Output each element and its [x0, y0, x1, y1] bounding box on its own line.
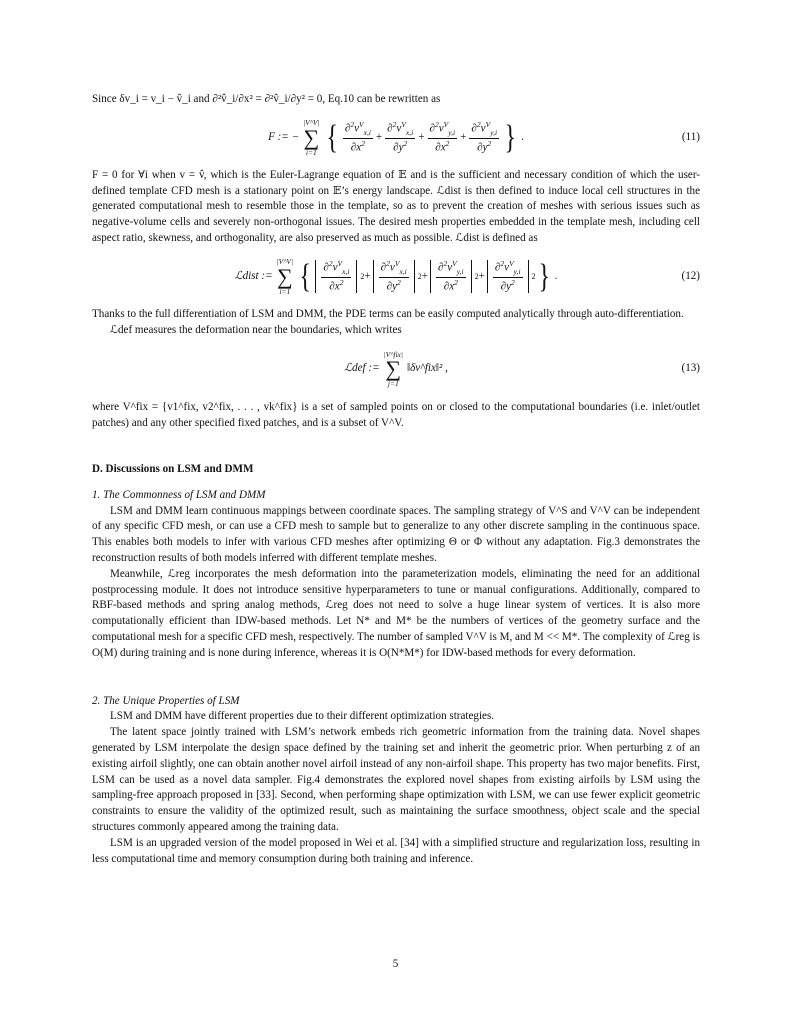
equation-13: ℒdef := |V^fix| ∑ j=1 ‖δv^fix‖² , (13)	[344, 349, 700, 389]
paragraph-after-eq13: where V^fix = {v1^fix, v2^fix, . . . , vk^fix} is a set of sampled points on or closed to the computational boundaries (i.e. inlet/outlet patches) and any other specified fixed patches, and is a subset of V^V.	[92, 401, 700, 430]
eq11-lhs: F := −	[268, 130, 300, 143]
subsection-heading-1: 1. The Commonness of LSM and DMM	[92, 488, 266, 501]
eq13-sum: |V^fix| ∑ j=1	[383, 349, 403, 389]
subsection1-paragraph-2: Meanwhile, ℒreg incorporates the mesh deformation into the parameterization models, eliminating the need for an additional postprocessing module. It does not introduce sensitive hyperparameters to tune or manual configurations. Additionally, compared to RBF-based methods and spring analog methods, ℒreg does not need to solve a huge linear system of vertices. It is also more computationally efficient than IDW-based methods. Let N* and M* be the numbers of vertices of the geometry surface and the computational mesh for a specific CFD mesh, respectively. The number of sampled V^V is M, and M << M*. The complexity of ℒreg is O(M) during training and is none during inference, whereas it is O(N*M*) for IDW-based methods for every deformation.	[92, 567, 700, 659]
subsection1-paragraph-1: LSM and DMM learn continuous mappings between coordinate spaces. The sampling strategy of V^S and V^V can be independent of any specific CFD mesh, or can use a CFD mesh to sample but to generalize to any other discrete sampling in the continuous space. This enables both models to infer with various CFD meshes after optimizing Θ or Φ without any adaptation. Fig.3 demonstrates the reconstruction results of both models inferred with different template meshes.	[92, 504, 700, 564]
equation-11: F := − |V^V| ∑ i=1 { $\frac{\partial^2v^V_{x,i}}{\partial x^2}$ + $\frac{\partial^2v^V_{x,i}}{\partial y^2}$ + $\frac{\partial^2v^V_{y,i}}{\partial x^2}$ + $\frac{\partial^2v^V_{y,i}}{\partial y^2}$ } . (11)	[268, 118, 700, 157]
eq13-body: ‖δv^fix‖²	[406, 362, 443, 375]
page-body	[92, 92, 700, 867]
paragraph-ldef: ℒdef measures the deformation near the boundaries, which writes	[110, 323, 402, 336]
equation-12: ℒdist := |V^V| ∑ i=1 { $\frac{\partial^2v^V_{x,i}}{\partial x^2}$ 2 + $\frac{\partial^2v^V_{x,i}}{\partial y^2}$ 2 + $\frac{\partial^2v^V_{y,i}}{\partial x^2}$ 2 + $\frac{\partial^2v^V_{y,i}}{\partial y^2}$ 2 } . (12)	[234, 257, 700, 296]
eq12-number: (12)	[681, 269, 700, 282]
eq12-lhs: ℒdist :=	[234, 269, 273, 282]
eq13-number: (13)	[681, 362, 700, 375]
eq11-number: (11)	[681, 130, 700, 143]
section-heading-d: D. Discussions on LSM and DMM	[92, 462, 254, 475]
eq13-lhs: ℒdef :=	[344, 362, 380, 375]
subsection-heading-2: 2. The Unique Properties of LSM	[92, 694, 240, 707]
intro-line: Since δv_i = v_i − v̂_i and ∂²v̂_i/∂x² = ∂²v̂_i/∂y² = 0, Eq.10 can be rewritten as	[92, 93, 441, 105]
paragraph-after-eq11: F = 0 for ∀i when v = v̂, which is the Euler-Lagrange equation of 𝔼 and is the sufficient and necessary condition of which the user-defined template CFD mesh is a stationary point on 𝔼’s energy landscape. ℒdist is then defined to induce local cell structures in the generated computational mesh to resemble those in the template, so as to prevent the creation of meshes with serious issues such as negative-volume cells and severely non-orthogonal issues. The desired mesh properties embedded in the template mesh, including cell aspect ratio, skewness, and orthogonality, are also preserved as much as possible. ℒdist is defined as	[92, 168, 700, 244]
paragraph-after-eq12: Thanks to the full differentiation of LSM and DMM, the PDE terms can be easily computed analytically through auto-differentiation.	[92, 307, 684, 320]
subsection2-paragraph-1: LSM and DMM have different properties due to their different optimization strategies.	[110, 710, 495, 723]
page-number: 5	[392, 958, 399, 970]
subsection2-paragraph-3: LSM is an upgraded version of the model proposed in Wei et al. [34] with a simplified structure and regularization loss, resulting in less computational time and memory consumption during both training and inference.	[92, 836, 700, 865]
eq11-sum: |V^V| ∑ i=1	[303, 118, 320, 157]
subsection2-paragraph-2: The latent space jointly trained with LSM’s network embeds rich geometric information from the training data. Novel shapes generated by LSM interpolate the design space defined by the training set and inherit the geometric prior. When perturbing z of an existing airfoil slightly, one can obtain another novel airfoil instead of any non-airfoil shape. This property has two major benefits. First, LSM can be used as a novel data sampler. Fig.4 demonstrates the explored novel shapes from existing airfoils by LSM using the sampling-free approach proposed in [33]. Second, when performing shape optimization with LSM, we can use fewer explicit geometric constraints to ensure the validity of the optimized result, such as maintaining the surface smoothness, object scale and the special structures commonly appeared among the training data.	[92, 726, 700, 833]
eq12-sum: |V^V| ∑ i=1	[276, 257, 294, 296]
